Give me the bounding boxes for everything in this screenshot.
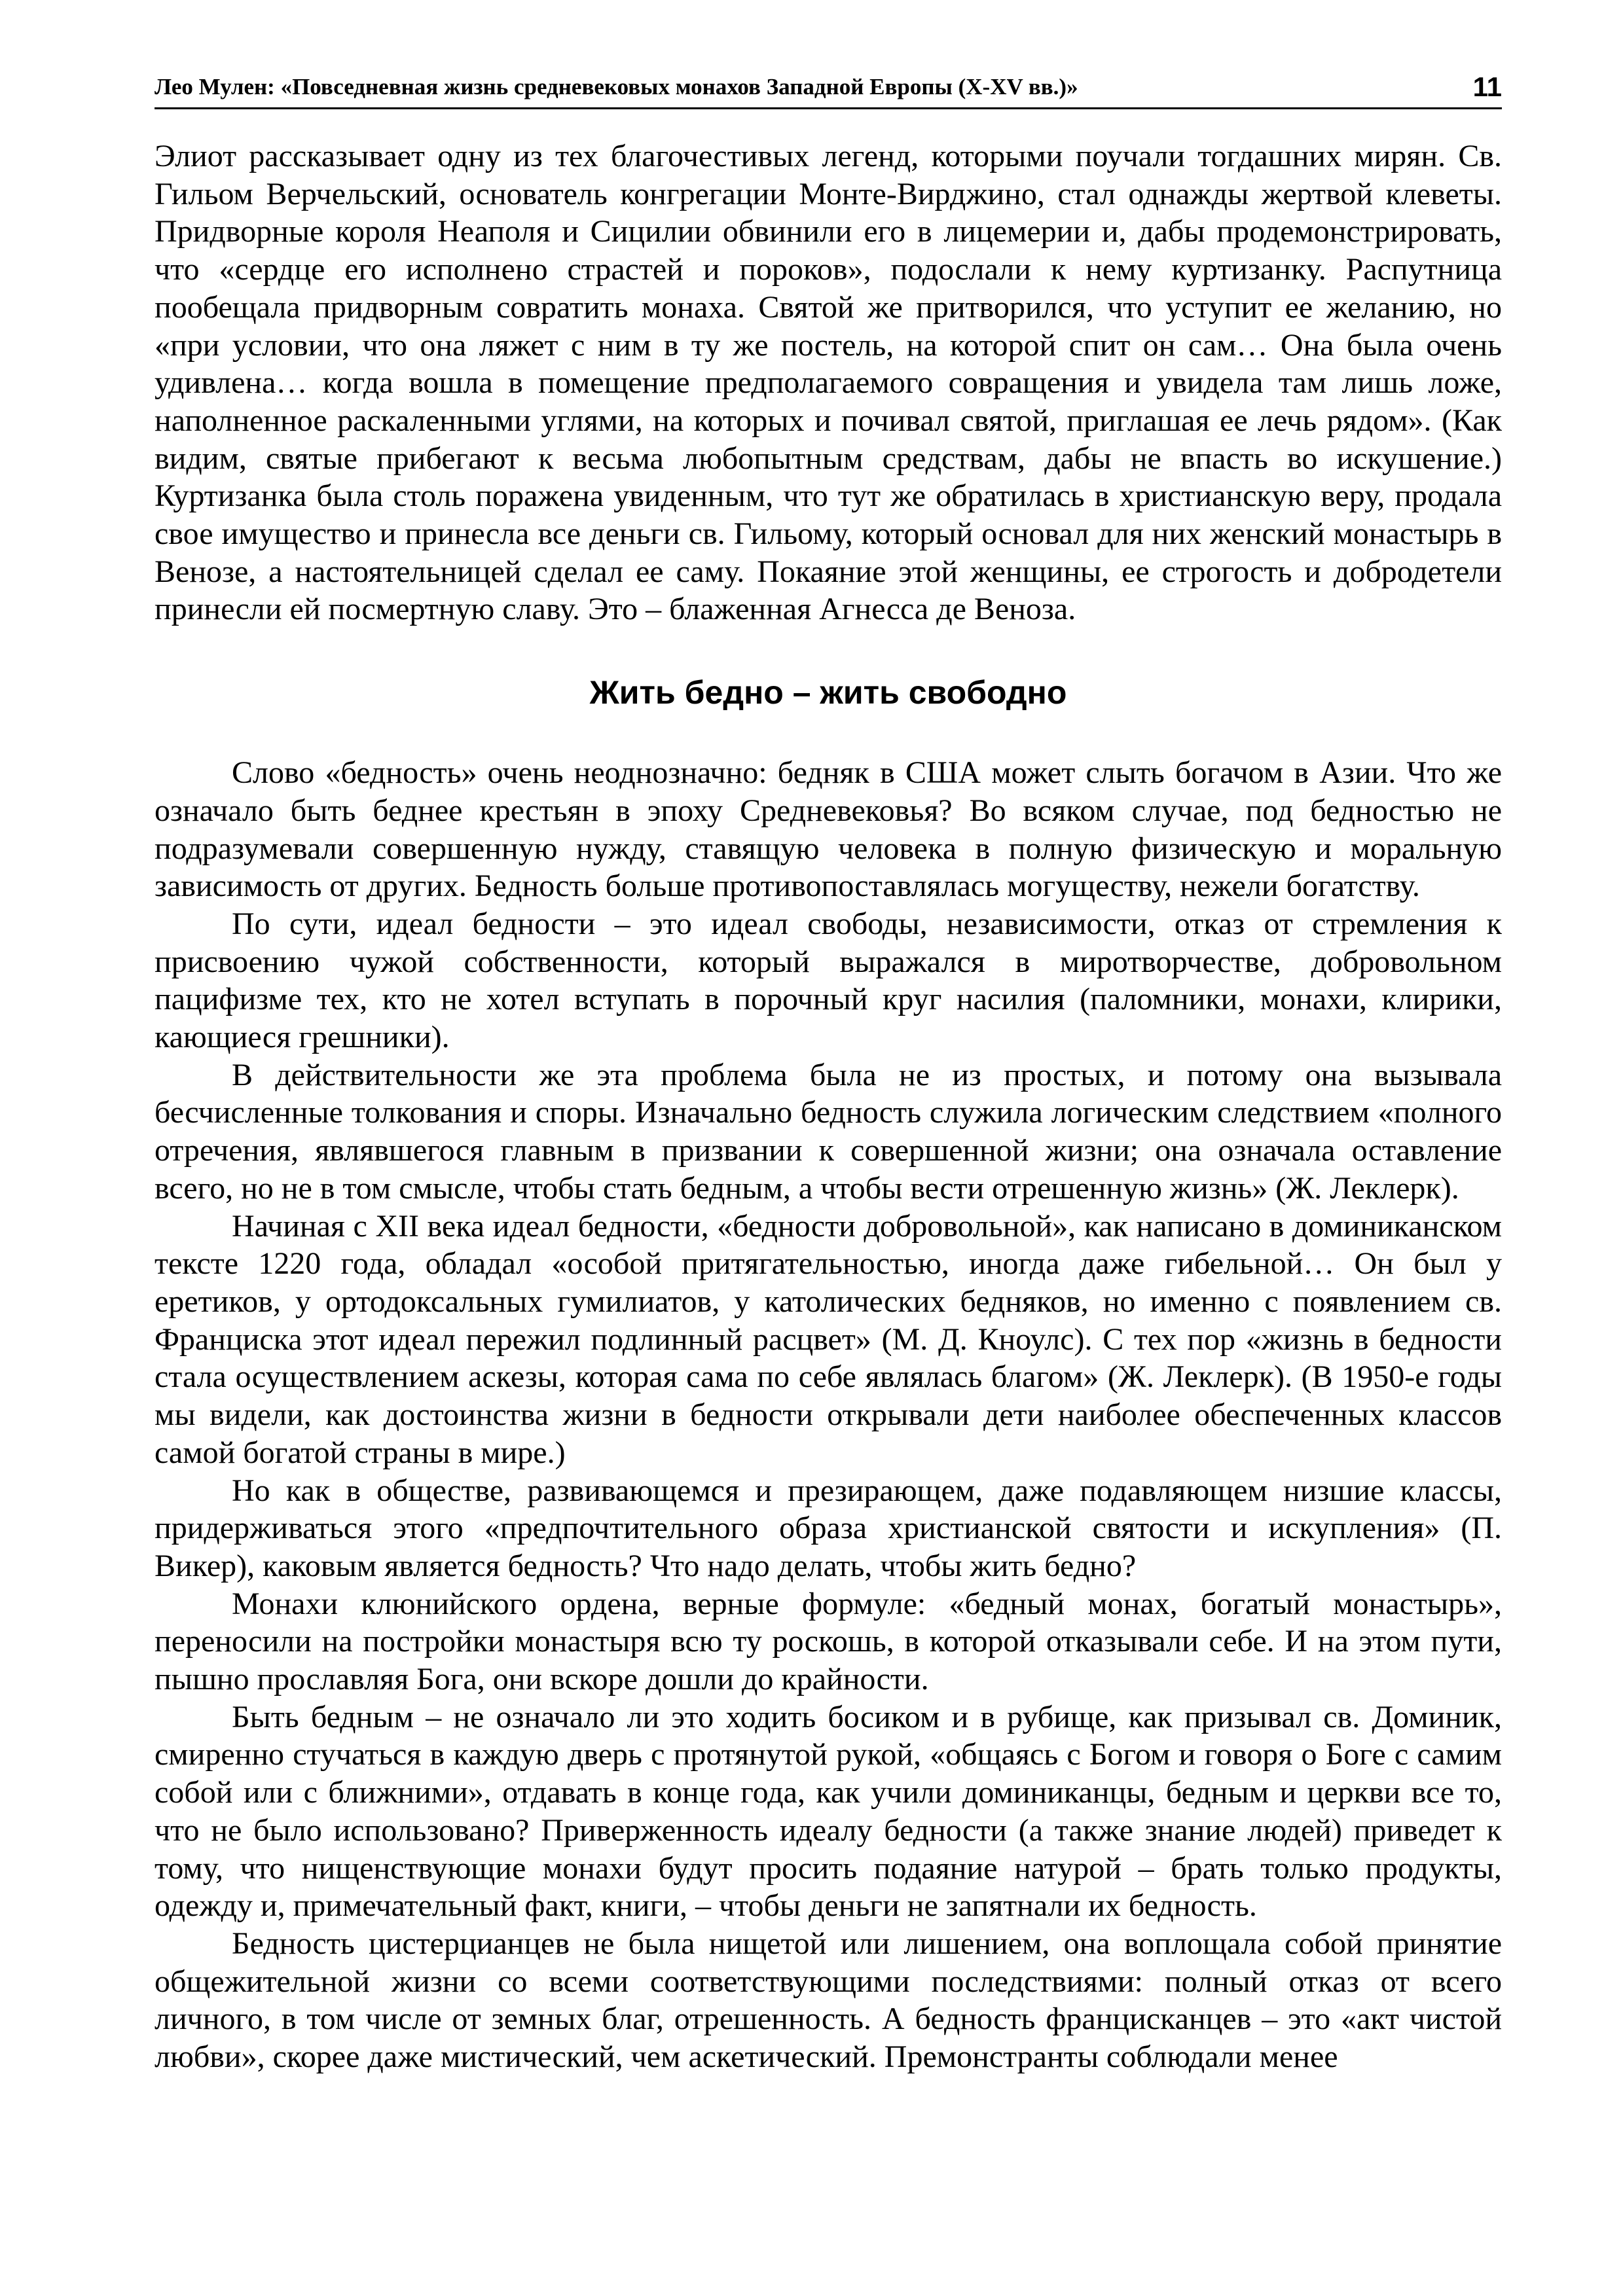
paragraph: Начиная с XII века идеал бедности, «бедности добровольной», как написано в доминиканском тексте 1220 года, обладал «особой притягательностью, иногда даже гибельной… Он был у еретиков, у ортодоксальных гумилиатов, у католических бедняков, но именно с появлением св. Франциска этот идеал пережил подлинный расцвет» (М. Д. Кноулс). С тех пор «жизнь в бедности стала осуществлением аскезы, которая сама по себе являлась благом» (Ж. Леклерк). (В 1950-е годы мы видели, как достоинства жизни в бедности открывали дети наиболее обеспеченных классов самой богатой страны в мире.) [155, 1208, 1502, 1470]
paragraph: Быть бедным – не означало ли это ходить босиком и в рубище, как призывал св. Доминик, смиренно стучаться в каждую дверь с протянутой рукой, «общаясь с Богом и говоря о Боге с самим собой или с ближними», отдавать в конце года, как учили доминиканцы, бедным и церкви все то, что не было использовано? Приверженность идеалу бедности (а также знание людей) приведет к тому, что нищенствующие монахи будут просить подаяние натурой – брать только продукты, одежду и, примечательный факт, книги, – чтобы деньги не запятнали их бедность. [155, 1699, 1502, 1924]
paragraph: Монахи клюнийского ордена, верные формуле: «бедный монах, богатый монастырь», переносили на постройки монастыря всю ту роскошь, в которой отказывали себе. И на этом пути, пышно прославляя Бога, они вскоре дошли до крайности. [155, 1586, 1502, 1697]
body-text [155, 137, 1502, 2076]
paragraph: Слово «бедность» очень неоднозначно: бедняк в США может слыть богачом в Азии. Что же означало быть беднее крестьян в эпоху Средневековья? Во всяком случае, под бедностью не подразумевали совершенную нужду, ставящую человека в полную физическую и моральную зависимость от других. Бедность больше противопоставлялась могуществу, нежели богатству. [155, 755, 1502, 904]
page-number: 11 [1472, 71, 1502, 102]
running-header [155, 71, 1502, 109]
section-heading: Жить бедно – жить свободно [589, 674, 1067, 711]
paragraph: В действительности же эта проблема была не из простых, и потому она вызывала бесчисленные толкования и споры. Изначально бедность служила логическим следствием «полного отречения, являвшегося главным в призвании к совершенной жизни; она означала оставление всего, но не в том смысле, чтобы стать бедным, а чтобы вести отрешенную жизнь» (Ж. Леклерк). [155, 1057, 1502, 1206]
paragraph: Но как в обществе, развивающемся и презирающем, даже подавляющем низшие классы, придерживаться этого «предпочтительного образа христианской святости и искупления» (П. Викер), каковым является бедность? Что надо делать, чтобы жить бедно? [155, 1473, 1502, 1583]
book-title: Лео Мулен: «Повседневная жизнь средневековых монахов Западной Европы (X-XV вв.)» [155, 74, 1078, 99]
paragraph: Элиот рассказывает одну из тех благочестивых легенд, которыми поучали тогдашних мирян. Св. Гильом Верчельский, основатель конгрегации Монте-Вирджино, стал однажды жертвой клеветы. Придворные короля Неаполя и Сицилии обвинили его в лицемерии и, дабы продемонстрировать, что «сердце его исполнено страстей и пороков», подослали к нему куртизанку. Распутница пообещала придворным совратить монаха. Святой же притворился, что уступит ее желанию, но «при условии, что она ляжет с ним в ту же постель, на которой спит он сам… Она была очень удивлена… когда вошла в помещение предполагаемого совращения и увидела там лишь ложе, наполненное раскаленными углями, на которых и почивал святой, приглашая ее лечь рядом». (Как видим, святые прибегают к весьма любопытным средствам, дабы не впасть во искушение.) Куртизанка была столь поражена увиденным, что тут же обратилась в христианскую веру, продала свое имущество и принесла все деньги св. Гильому, который основал для них женский монастырь в Венозе, а настоятельницей сделал ее саму. Покаяние этой женщины, ее строгость и добродетели принесли ей посмертную славу. Это – блаженная Агнесса де Веноза. [155, 139, 1502, 627]
paragraph: По сути, идеал бедности – это идеал свободы, независимости, отказ от стремления к присвоению чужой собственности, который выражался в миротворчестве, добровольном пацифизме тех, кто не хотел вступать в порочный круг насилия (паломники, монахи, клирики, кающиеся грешники). [155, 906, 1502, 1055]
paragraph: Бедность цистерцианцев не была нищетой или лишением, она воплощала собой принятие общежительной жизни со всеми соответствующими последствиями: полный отказ от всего личного, в том числе от земных благ, отрешенность. А бедность францисканцев – это «акт чистой любви», скорее даже мистический, чем аскетический. Премонстранты соблюдали менее [155, 1926, 1502, 2075]
